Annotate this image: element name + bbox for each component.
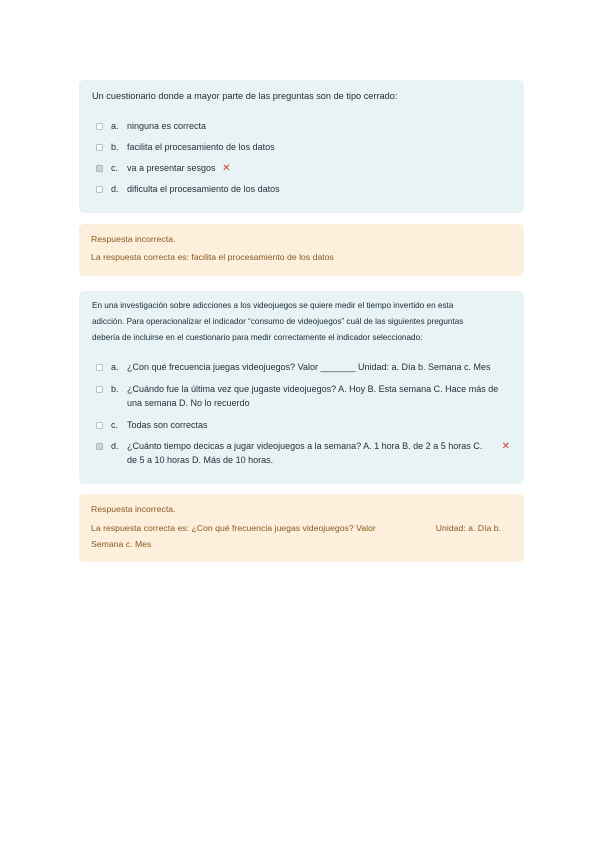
option-text-label: va a presentar sesgos — [127, 163, 216, 173]
incorrect-x-icon: ✕ — [501, 441, 510, 452]
feedback-1-card — [79, 224, 524, 276]
checkbox[interactable] — [96, 386, 103, 393]
correct-answer-part: Unidad: a. Día b. — [435, 523, 501, 533]
question-1-text: Un cuestionario donde a mayor parte de las preguntas son de tipo cerrado: — [92, 91, 398, 101]
option-letter: c. — [111, 163, 119, 173]
option-letter: b. — [111, 384, 119, 394]
checkbox-checked[interactable] — [96, 443, 103, 450]
option-text-line: ¿Cuánto tiempo decicas a jugar videojuegos a la semana? A. 1 hora B. de 2 a 5 horas C. — [127, 441, 483, 451]
option-letter: a. — [111, 121, 119, 131]
checkbox[interactable] — [96, 123, 103, 130]
checkbox[interactable] — [96, 186, 103, 193]
question-1-card — [79, 80, 524, 213]
option-letter: c. — [111, 420, 119, 430]
option-text: ¿Con qué frecuencia juegas videojuegos? Valor _______ Unidad: a. Día b. Semana c. Mes — [127, 362, 491, 372]
option-text: Todas son correctas — [127, 420, 208, 430]
option-text — [127, 440, 486, 467]
option-letter: b. — [111, 142, 119, 152]
checkbox[interactable] — [96, 144, 103, 151]
correct-answer-text — [91, 520, 512, 552]
checkbox[interactable] — [96, 364, 103, 371]
option-text: facilita el procesamiento de los datos — [127, 142, 275, 152]
question-2-text-line: En una investigación sobre adicciones a los videojuegos se quiere medir el tiempo invertido en esta — [92, 301, 454, 310]
option-text-line: una semana D. No lo recuerdo — [127, 397, 250, 408]
option-letter: d. — [111, 441, 119, 451]
incorrect-x-icon: ✕ — [222, 163, 231, 174]
feedback-status: Respuesta incorrecta. — [91, 504, 176, 514]
option-text: dificulta el procesamiento de los datos — [127, 184, 280, 194]
feedback-2-card — [79, 494, 524, 562]
option-text-line: de 5 a 10 horas D. Más de 10 horas. — [127, 454, 274, 465]
correct-answer-part: ¿Con qué frecuencia juegas videojuegos? Valor — [191, 523, 376, 533]
question-2-text-line: debería de incluirse en el cuestionario para medir correctamente el indicador seleccionado: — [92, 333, 423, 342]
option-text-line: ¿Cuándo fue la última vez que jugaste videojuegos? A. Hoy B. Esta semana C. Hace más de — [127, 384, 499, 394]
question-2-text-line: adicción. Para operacionalizar el indicador “consumo de videojuegos” cuál de las siguientes preguntas — [92, 317, 464, 326]
correct-answer-label: La respuesta correcta es: — [91, 523, 192, 533]
question-2-text — [92, 298, 512, 346]
option-letter: d. — [111, 184, 119, 194]
correct-answer-text: La respuesta correcta es: facilita el procesamiento de los datos — [91, 252, 334, 262]
question-2-card — [79, 291, 524, 484]
option-letter: a. — [111, 362, 119, 372]
checkbox-checked[interactable] — [96, 165, 103, 172]
option-text — [127, 162, 510, 176]
option-text: ninguna es correcta — [127, 121, 207, 131]
correct-answer-line: Semana c. Mes — [91, 539, 152, 549]
checkbox[interactable] — [96, 422, 103, 429]
feedback-status: Respuesta incorrecta. — [91, 234, 176, 244]
option-text — [127, 383, 510, 410]
